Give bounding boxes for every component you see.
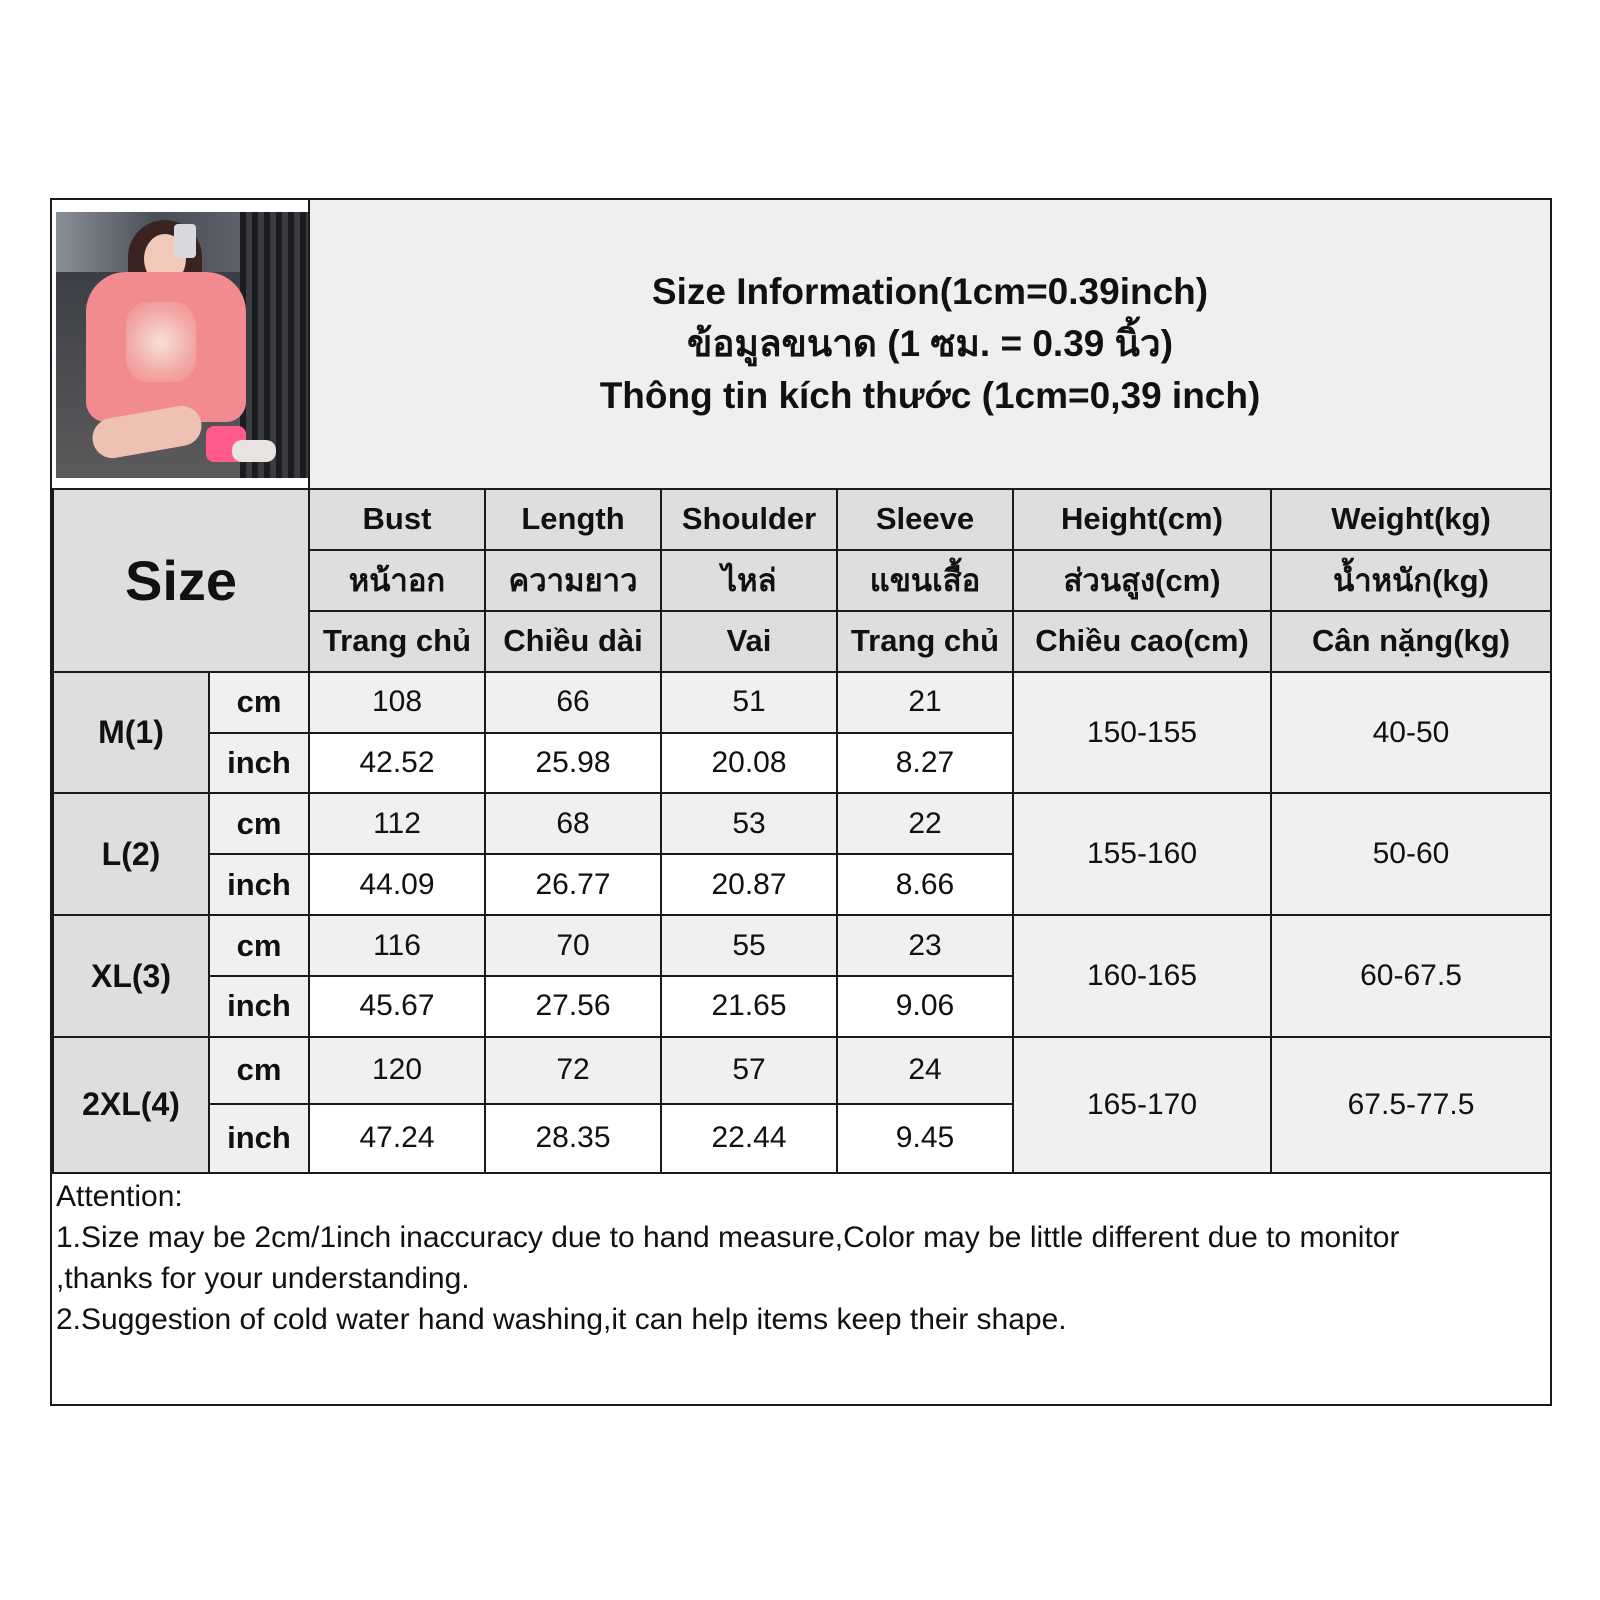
column-header: Chiều cao(cm) — [1013, 611, 1271, 672]
measurement-cell: 116 — [309, 915, 485, 976]
measurement-cell: 28.35 — [485, 1104, 661, 1173]
column-header: หน้าอก — [309, 550, 485, 611]
size-label: L(2) — [53, 793, 209, 915]
measurement-cell: 108 — [309, 672, 485, 733]
column-header: Length — [485, 489, 661, 550]
column-header: Sleeve — [837, 489, 1013, 550]
measurement-cell: 22.44 — [661, 1104, 837, 1173]
column-header: Vai — [661, 611, 837, 672]
column-header: แขนเสื้อ — [837, 550, 1013, 611]
unit-label: inch — [209, 976, 309, 1037]
height-range: 155-160 — [1013, 793, 1271, 915]
unit-label: cm — [209, 793, 309, 854]
measurement-cell: 66 — [485, 672, 661, 733]
column-header: Shoulder — [661, 489, 837, 550]
photo-window-bars — [240, 212, 310, 478]
column-header: ความยาว — [485, 550, 661, 611]
size-label: M(1) — [53, 672, 209, 794]
column-header: ส่วนสูง(cm) — [1013, 550, 1271, 611]
measurement-cell: 22 — [837, 793, 1013, 854]
title-block — [308, 200, 1550, 488]
shirt-print — [126, 302, 196, 382]
column-header: น้ำหนัก(kg) — [1271, 550, 1551, 611]
size-label: 2XL(4) — [53, 1037, 209, 1173]
unit-label: inch — [209, 1104, 309, 1173]
measurement-cell: 27.56 — [485, 976, 661, 1037]
measurement-cell: 20.08 — [661, 733, 837, 794]
measurement-cell: 57 — [661, 1037, 837, 1104]
measurement-cell: 21 — [837, 672, 1013, 733]
column-header: Weight(kg) — [1271, 489, 1551, 550]
weight-range: 50-60 — [1271, 793, 1551, 915]
shoe — [232, 440, 276, 462]
measurement-cell: 9.06 — [837, 976, 1013, 1037]
unit-label: inch — [209, 733, 309, 794]
weight-range: 60-67.5 — [1271, 915, 1551, 1037]
notes-line-2: ,thanks for your understanding. — [56, 1262, 470, 1295]
measurement-cell: 8.27 — [837, 733, 1013, 794]
height-range: 160-165 — [1013, 915, 1271, 1037]
measurement-cell: 20.87 — [661, 854, 837, 915]
measurement-cell: 45.67 — [309, 976, 485, 1037]
model-photo — [56, 212, 310, 478]
measurement-cell: 44.09 — [309, 854, 485, 915]
measurement-cell: 24 — [837, 1037, 1013, 1104]
unit-label: cm — [209, 1037, 309, 1104]
measurement-cell: 51 — [661, 672, 837, 733]
column-header: ไหล่ — [661, 550, 837, 611]
size-header: Size — [53, 489, 309, 672]
measurement-cell: 120 — [309, 1037, 485, 1104]
measurement-cell: 9.45 — [837, 1104, 1013, 1173]
title-thai: ข้อมูลขนาด (1 ซม. = 0.39 นิ้ว) — [686, 323, 1174, 364]
column-header: Trang chủ — [837, 611, 1013, 672]
measurement-cell: 21.65 — [661, 976, 837, 1037]
measurement-cell: 112 — [309, 793, 485, 854]
measurement-cell: 70 — [485, 915, 661, 976]
attention-notes — [56, 1176, 1536, 1340]
measurement-cell: 47.24 — [309, 1104, 485, 1173]
notes-heading: Attention: — [56, 1180, 183, 1213]
title-english: Size Information(1cm=0.39inch) — [651, 271, 1209, 312]
measurement-cell: 8.66 — [837, 854, 1013, 915]
unit-label: inch — [209, 854, 309, 915]
column-header: Cân nặng(kg) — [1271, 611, 1551, 672]
column-header: Height(cm) — [1013, 489, 1271, 550]
measurement-cell: 42.52 — [309, 733, 485, 794]
unit-label: cm — [209, 672, 309, 733]
size-table — [52, 488, 1552, 1174]
column-header: Chiều dài — [485, 611, 661, 672]
notes-line-1: 1.Size may be 2cm/1inch inaccuracy due to hand measure,Color may be little different due to monitor — [56, 1221, 1400, 1254]
measurement-cell: 25.98 — [485, 733, 661, 794]
measurement-cell: 68 — [485, 793, 661, 854]
phone-icon — [174, 224, 196, 258]
measurement-cell: 26.77 — [485, 854, 661, 915]
column-header: Bust — [309, 489, 485, 550]
weight-range: 67.5-77.5 — [1271, 1037, 1551, 1173]
height-range: 165-170 — [1013, 1037, 1271, 1173]
height-range: 150-155 — [1013, 672, 1271, 794]
weight-range: 40-50 — [1271, 672, 1551, 794]
measurement-cell: 72 — [485, 1037, 661, 1104]
measurement-cell: 53 — [661, 793, 837, 854]
size-chart — [50, 198, 1552, 1406]
measurement-cell: 23 — [837, 915, 1013, 976]
title-vietnamese: Thông tin kích thước (1cm=0,39 inch) — [599, 375, 1261, 416]
notes-line-3: 2.Suggestion of cold water hand washing,it can help items keep their shape. — [56, 1303, 1067, 1336]
size-label: XL(3) — [53, 915, 209, 1037]
column-header: Trang chủ — [309, 611, 485, 672]
unit-label: cm — [209, 915, 309, 976]
measurement-cell: 55 — [661, 915, 837, 976]
